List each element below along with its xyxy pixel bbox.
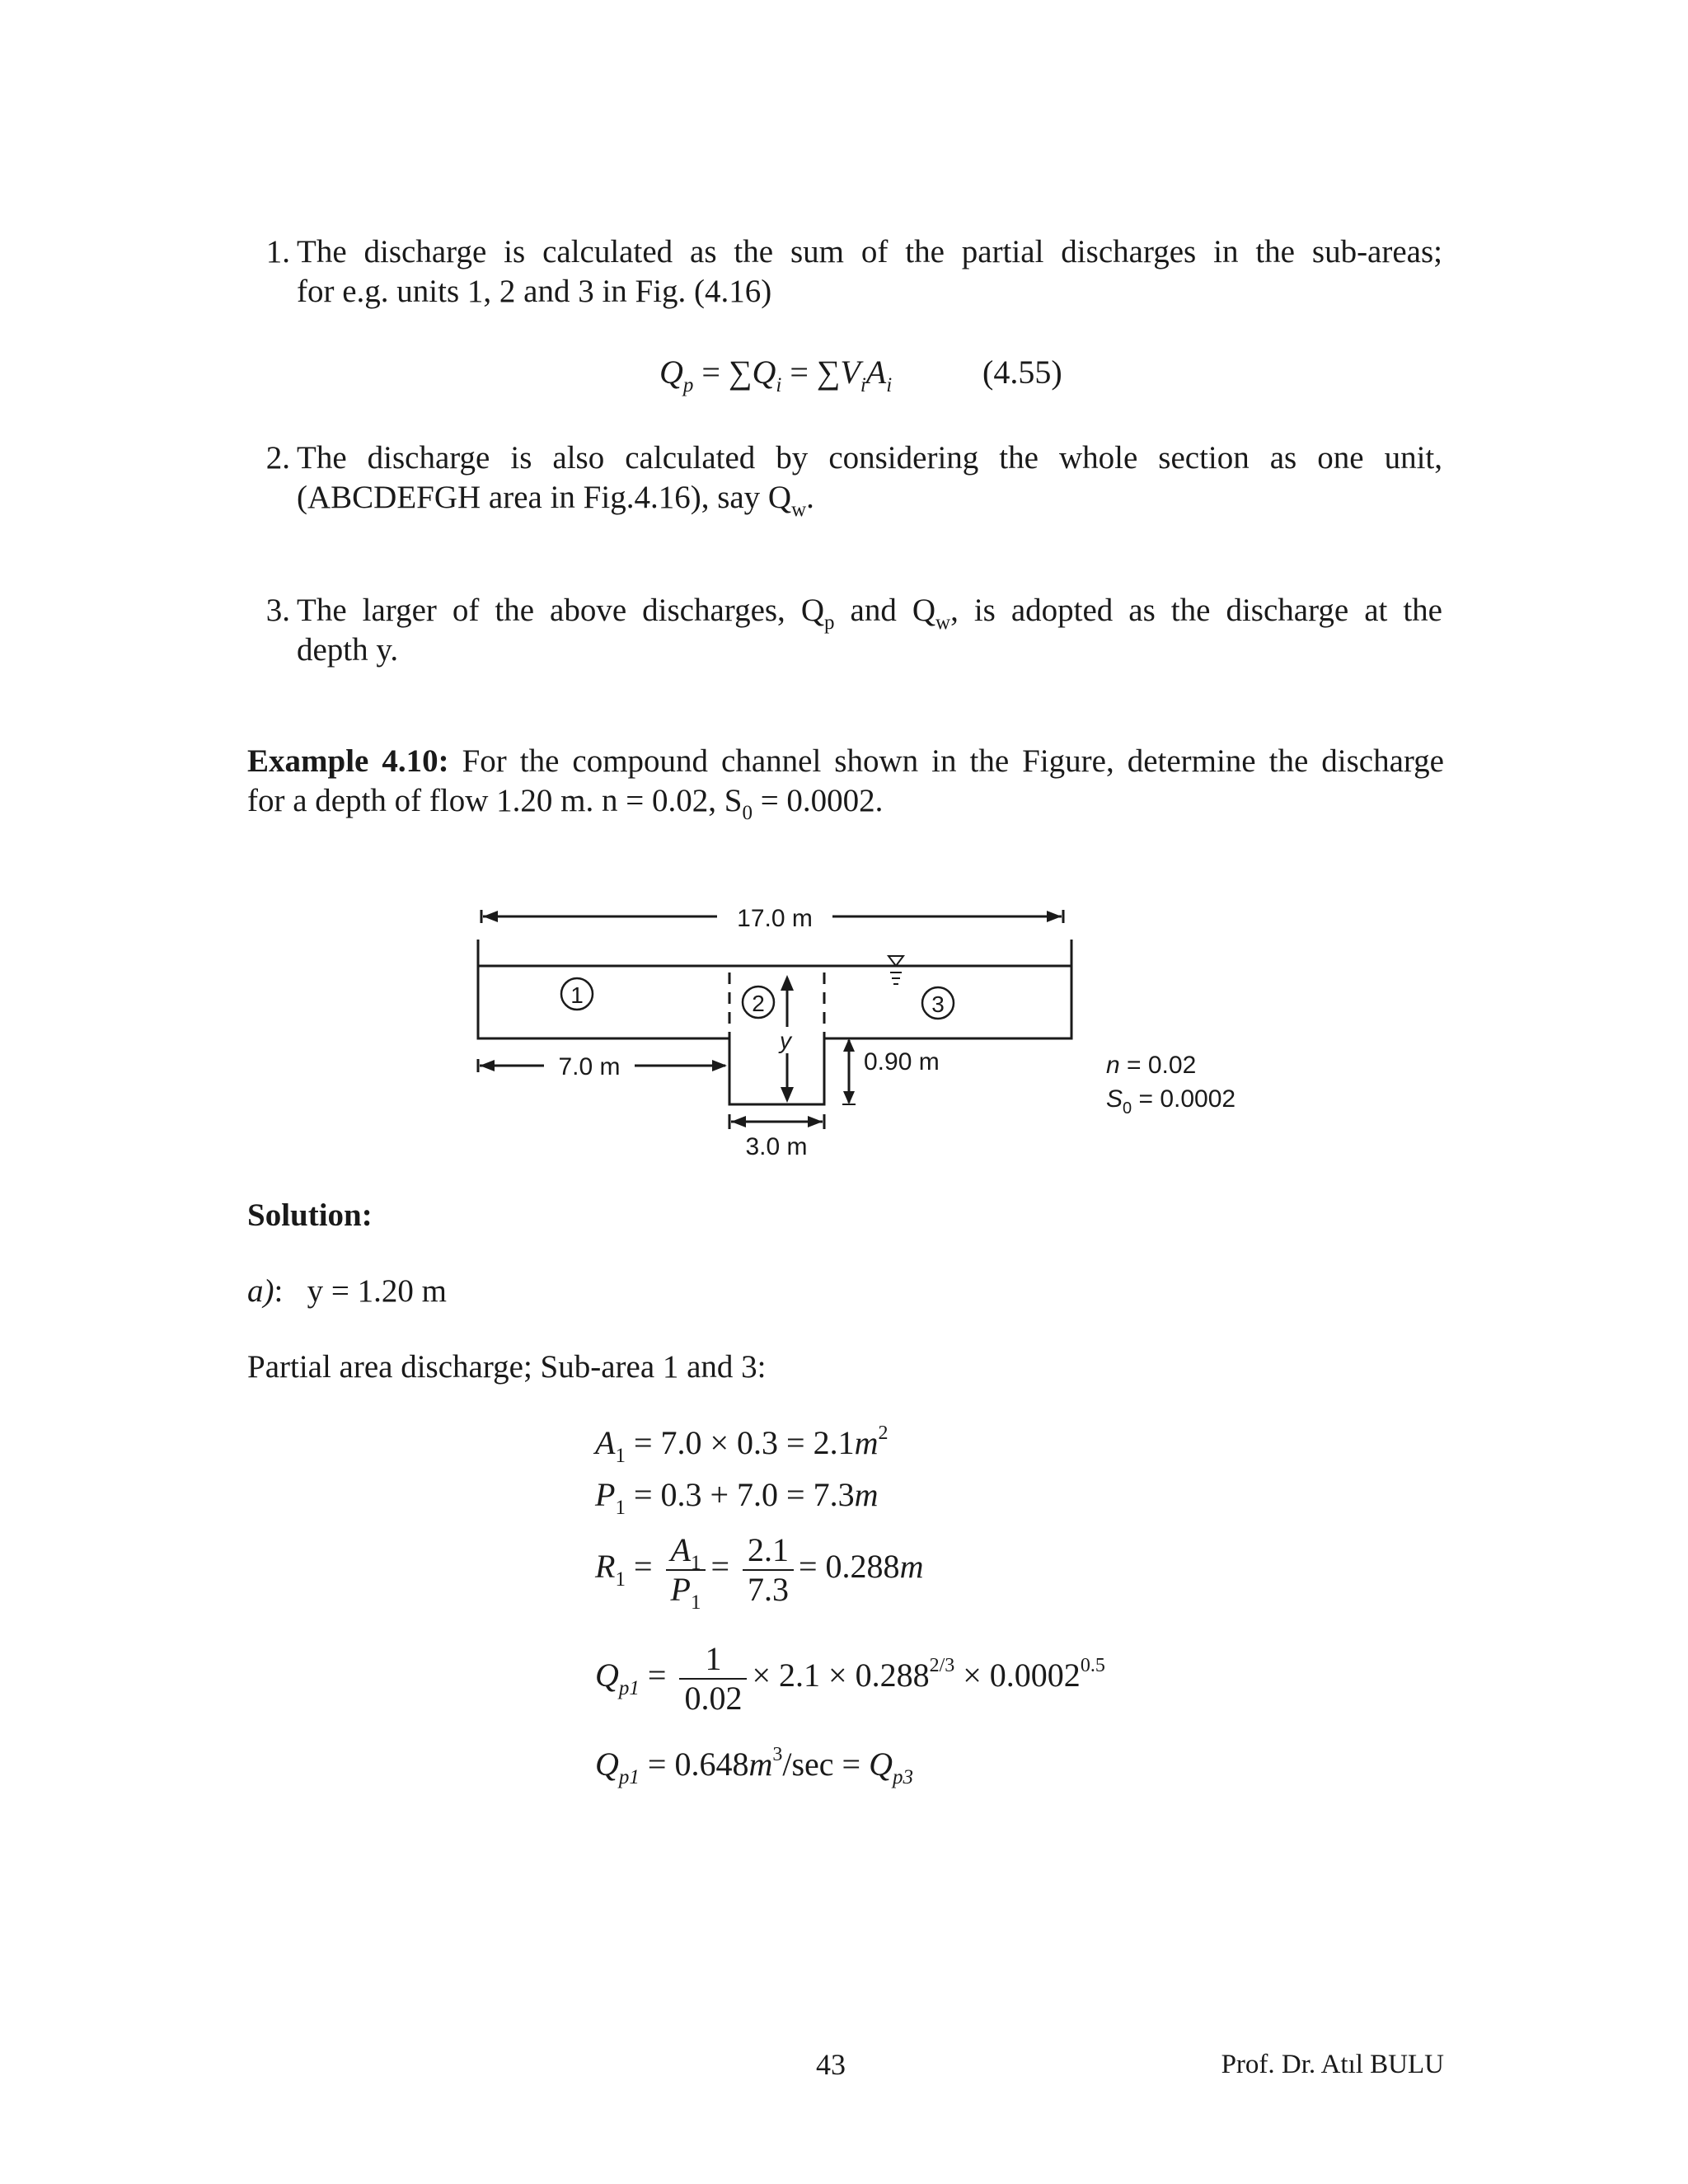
list-number: 1. — [265, 234, 290, 269]
fraction-A1-P1: $\frac{A_1}{P_1}$ — [666, 1531, 706, 1609]
label-main-width: 3.0 m — [745, 1133, 808, 1160]
equation-number: (4.55) — [982, 354, 1062, 391]
example-label: Example 4.10: — [247, 743, 449, 779]
depth-y-arrow — [778, 975, 794, 1103]
list-text-line: The larger of the above discharges, $Q_p$ and $Q_w$, is adopted as the discharge at the — [297, 593, 1442, 634]
page-number: 43 — [816, 2048, 846, 2081]
label-y: y — [780, 1028, 791, 1053]
list-text-line: for e.g. units 1, 2 and 3 in Fig. (4.16) — [297, 274, 772, 309]
solution-heading: Solution: — [247, 1197, 373, 1233]
roughness-slope-annotation — [1106, 1052, 1236, 1118]
fraction-1-0-02: $\frac{1}{0.02}$ — [679, 1640, 747, 1718]
zone-3-marker — [922, 987, 954, 1019]
list-text-line: The discharge is also calculated by considering the whole section as one unit, — [297, 440, 1442, 476]
dimension-total-width — [481, 905, 1063, 932]
zone-2-marker — [743, 987, 774, 1018]
label-main-depth: 0.90 m — [864, 1048, 940, 1076]
svg-text:n = 0.02: n = 0.02 — [1106, 1052, 1197, 1079]
equation-Qp1-result: $Q_{p1} = 0.648m^3/\sec = Q_{p3}$ — [595, 1744, 913, 1788]
list-number: 2. — [265, 440, 290, 476]
dimension-left-width — [478, 1053, 727, 1080]
equation-4-55: $Q_p = \sum Q_i = \sum V_iA_i$ — [659, 354, 893, 396]
fraction-2-1-7-3: $\frac{2.1}{7.3}$ — [743, 1531, 794, 1609]
label-total-width: 17.0 m — [737, 905, 813, 932]
list-item-2 — [265, 438, 1442, 521]
dimension-main-width — [729, 1114, 824, 1160]
author-footer: Prof. Dr. Atıl BULU — [1221, 2050, 1444, 2079]
zone-1-marker — [561, 978, 593, 1010]
svg-text:S0 = 0.0002: $S_0 = 0.0002$ — [1106, 1085, 1236, 1118]
equation-P1: $P_1 = 0.3 + 7.0 = 7.3m$ — [595, 1476, 879, 1519]
list-text-line: (ABCDEFGH area in Fig.4.16), say $Q_w$. — [297, 480, 814, 521]
equation-R1: $R_1$ = $\frac{A_1}{P_1}$ = $\frac{2.1}{7.3}$ = 0.288m — [595, 1531, 924, 1614]
solution-part-a: a): y = 1.20 m — [247, 1273, 447, 1309]
svg-text:1: 1 — [570, 982, 584, 1008]
svg-text:3: 3 — [931, 991, 945, 1017]
label-left-width: 7.0 m — [558, 1053, 621, 1080]
list-text-line: depth y. — [297, 632, 399, 668]
list-number: 3. — [265, 593, 290, 628]
list-text-line: The discharge is calculated as the sum of the partial discharges in the sub-areas; — [297, 234, 1442, 269]
partial-area-text: Partial area discharge; Sub-area 1 and 3: — [247, 1349, 767, 1385]
example-paragraph: Example 4.10: For the compound channel shown in the Figure, determine the discharge for a depth of flow 1.20 m. n = 0.02, $S_0 = 0.0002$. — [247, 743, 1444, 824]
equation-Qp1: $Q_{p1}$ = $\frac{1}{0.02}$ × $2.1 \times 0.288^{2/3} \times 0.0002^{0.5}$ — [595, 1640, 1105, 1717]
list-item-3 — [265, 591, 1442, 670]
equation-A1: $A_1 = 7.0 \times 0.3 = 2.1m^2$ — [595, 1422, 889, 1467]
compound-channel-figure — [462, 890, 1253, 1187]
water-surface-symbol-icon — [889, 956, 903, 984]
list-item-1 — [265, 232, 1442, 312]
dimension-main-depth — [842, 1038, 940, 1104]
svg-text:2: 2 — [752, 991, 765, 1016]
